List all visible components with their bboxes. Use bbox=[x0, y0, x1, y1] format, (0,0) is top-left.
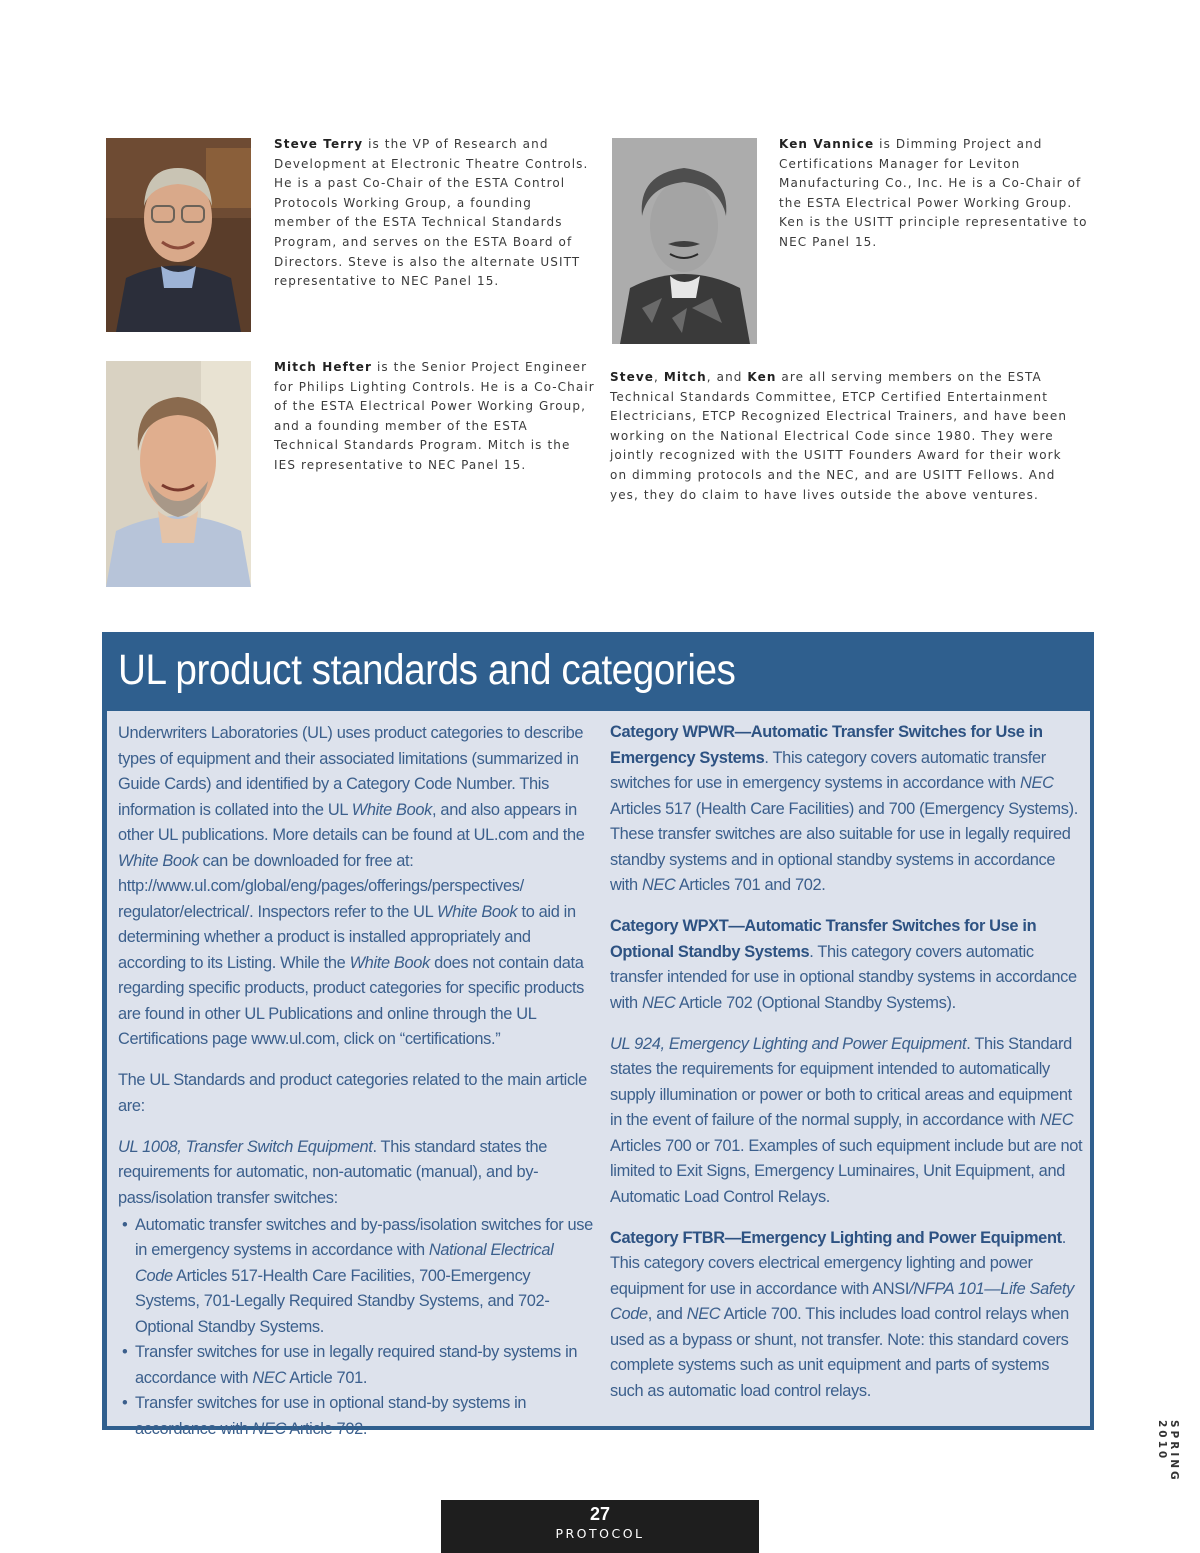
wpxt-text: Article 702 (Optional Standby Systems). bbox=[675, 993, 956, 1012]
ftbr-paragraph bbox=[610, 1226, 1084, 1405]
steve-terry-photo bbox=[106, 138, 251, 332]
ftbr-text: . This category covers electrical emergency lighting and power equipment for use in accordance with ANSI bbox=[610, 1228, 1066, 1298]
nec-ref: NEC bbox=[1020, 774, 1054, 792]
wpxt-paragraph bbox=[610, 914, 1084, 1016]
list-item bbox=[118, 1340, 593, 1391]
intro-paragraph bbox=[118, 721, 593, 1053]
steve-terry-name: Steve Terry bbox=[274, 137, 364, 151]
sidebar-left-column bbox=[118, 721, 593, 1442]
ken-vannice-bio bbox=[779, 135, 1099, 253]
sidebar-title: UL product standards and categories bbox=[118, 646, 736, 694]
wpwr-text: . This category covers automatic transfer switches for use in emergency systems in accordance with bbox=[610, 748, 1046, 792]
ul924-title: UL 924, Emergency Lighting and Power Equipment bbox=[610, 1034, 967, 1053]
list-item-ref: NEC bbox=[252, 1419, 286, 1438]
intro-text: , and also appears in other UL publications. More details can be found at UL.com and the bbox=[118, 800, 585, 844]
nec-ref: NEC bbox=[641, 876, 676, 894]
wpwr-paragraph bbox=[610, 720, 1084, 899]
ken-vannice-name: Ken Vannice bbox=[779, 137, 875, 151]
list-item-ref: National Electrical Code bbox=[135, 1241, 554, 1285]
steve-terry-bio-text: is the VP of Research and Development at Electronic Theatre Controls. He is a past Co-Chair of the ESTA Control Protocols Working Group, a founding member of the ESTA Technical Standards Program, and serves on the ESTA Board of Directors. Steve is also the alternate USITT representative to NEC Panel 15. bbox=[274, 137, 589, 289]
group-separator: , and bbox=[706, 370, 748, 384]
list-item bbox=[118, 1391, 593, 1442]
list-item bbox=[118, 1213, 593, 1341]
group-name-ken: Ken bbox=[747, 370, 777, 384]
list-item-ref: NEC bbox=[252, 1368, 286, 1387]
ftbr-text: Article 700. This includes load control relays when used as a bypass or shunt, not transfer. Note: this standard covers complete systems such as unit equipment and parts of systems such as automatic load control relays. bbox=[610, 1305, 1069, 1400]
ul924-paragraph bbox=[610, 1032, 1084, 1211]
group-separator: , bbox=[653, 370, 664, 384]
intro-text: does not contain data regarding specific products, product categories for specific products are found in other UL Publications and online through the UL Certifications page www.ul.com, click on “certifications.” bbox=[118, 953, 584, 1048]
group-bio-text: are all serving members on the ESTA Technical Standards Committee, ETCP Certified Entertainment Electricians, ETCP Recognized Electrical Trainers, and have been working on the National Electrical Code since 1980. They were jointly recognized with the USITT Founders Award for their work on dimming protocols and the NEC, and are USITT Fellows. And yes, they do claim to have lives outside the above ventures. bbox=[610, 370, 1068, 502]
ken-vannice-bio-text: is Dimming Project and Certifications Manager for Leviton Manufacturing Co., Inc. He is a Co-Chair of the ESTA Electrical Power Working Group. Ken is the USITT principle representative to NEC Panel 15. bbox=[779, 137, 1088, 249]
nec-ref: NEC bbox=[641, 993, 676, 1012]
sidebar-right-column bbox=[610, 720, 1084, 1420]
page-number: 27 bbox=[589, 1504, 611, 1524]
ul1008-paragraph bbox=[118, 1135, 593, 1212]
nec-ref: NEC bbox=[1039, 1111, 1074, 1129]
page-folio bbox=[441, 1500, 759, 1553]
steve-terry-bio bbox=[274, 135, 594, 292]
wpxt-text: . This category covers automatic transfer intended for use in optional standby systems in accordance with bbox=[610, 942, 1077, 1012]
ken-vannice-photo bbox=[612, 138, 757, 344]
white-book-ref: White Book bbox=[349, 953, 430, 972]
list-item-text: Article 702. bbox=[285, 1419, 368, 1438]
list-item-text: Article 701. bbox=[285, 1368, 368, 1387]
mitch-hefter-name: Mitch Hefter bbox=[274, 360, 373, 374]
white-book-ref: White Book bbox=[436, 902, 518, 921]
ftbr-heading: Category FTBR—Emergency Lighting and Power Equipment bbox=[610, 1228, 1062, 1247]
ul-standards-sidebar bbox=[102, 632, 1094, 1438]
intro-text: Underwriters Laboratories (UL) uses product categories to describe types of equipment and their associated limitations (summarized in Guide Cards) and identified by a Category Code Number. This information is collated into the UL bbox=[118, 724, 584, 819]
life-safety-code-ref: /NFPA 101—Life Safety Code bbox=[610, 1279, 1074, 1323]
ul924-text: Articles 700 or 701. Examples of such equipment include but are not limited to Exit Signs, Emergency Luminaires, Unit Equipment, and Automatic Load Control Relays. bbox=[610, 1136, 1083, 1206]
ul1008-text: . This standard states the requirements for automatic, non-automatic (manual), and by-pass/isolation transfer switches: bbox=[118, 1137, 548, 1207]
wpwr-heading: Category WPWR—Automatic Transfer Switches for Use in Emergency Systems bbox=[610, 723, 1043, 767]
group-name-steve: Steve bbox=[610, 370, 654, 384]
list-item-text: Transfer switches for use in legally required stand-by systems in accordance with bbox=[135, 1343, 578, 1387]
list-item-text: Articles 517-Health Care Facilities, 700-Emergency Systems, 701-Legally Required Standby Systems, and 702-Optional Standby Systems. bbox=[135, 1266, 550, 1336]
intro-text: can be downloaded for free at: http://www.ul.com/global/eng/pages/offerings/perspectives/ regulator/electrical/. Inspectors refer to the UL bbox=[118, 851, 524, 921]
ftbr-text: , and bbox=[647, 1305, 687, 1323]
white-book-ref: White Book bbox=[118, 851, 199, 870]
group-name-mitch: Mitch bbox=[663, 370, 707, 384]
ul924-text: . This Standard states the requirements for equipment intended to automatically supply illumination or power or both to critical areas and equipment in the event of failure of the normal supply, in accordance with bbox=[610, 1034, 1072, 1129]
group-bio bbox=[610, 368, 1080, 505]
related-paragraph: The UL Standards and product categories related to the main article are: bbox=[118, 1071, 587, 1115]
mitch-hefter-bio bbox=[274, 358, 596, 476]
mitch-hefter-photo bbox=[106, 361, 251, 587]
publication-name: PROTOCOL bbox=[555, 1526, 645, 1541]
wpwr-text: Articles 517 (Health Care Facilities) and 700 (Emergency Systems). These transfer switches are also suitable for use in legally required standby systems and in optional standby systems in accordance with bbox=[610, 799, 1078, 894]
wpxt-heading: Category WPXT—Automatic Transfer Switches for Use in Optional Standby Systems bbox=[610, 917, 1037, 961]
nec-ref: NEC bbox=[686, 1305, 721, 1323]
white-book-ref: White Book bbox=[351, 800, 433, 819]
intro-text: to aid in determining whether a product is installed appropriately and according to its Listing. While the bbox=[118, 902, 576, 972]
list-item-text: Automatic transfer switches and by-pass/isolation switches for use in emergency systems in accordance with bbox=[135, 1215, 593, 1259]
sidebar-body bbox=[107, 711, 1090, 1438]
wpwr-text: Articles 701 and 702. bbox=[675, 876, 826, 894]
ul1008-bullet-list bbox=[118, 1213, 593, 1443]
ul1008-title: UL 1008, Transfer Switch Equipment bbox=[118, 1137, 373, 1156]
mitch-hefter-bio-text: is the Senior Project Engineer for Philips Lighting Controls. He is a Co-Chair of the ESTA Electrical Power Working Group, and a founding member of the ESTA Technical Standards Program. Mitch is the IES representative to NEC Panel 15. bbox=[274, 360, 595, 472]
list-item-text: Transfer switches for use in optional stand-by systems in accordance with bbox=[135, 1394, 527, 1438]
edition-label: SPRING 2010 bbox=[1156, 1420, 1180, 1483]
